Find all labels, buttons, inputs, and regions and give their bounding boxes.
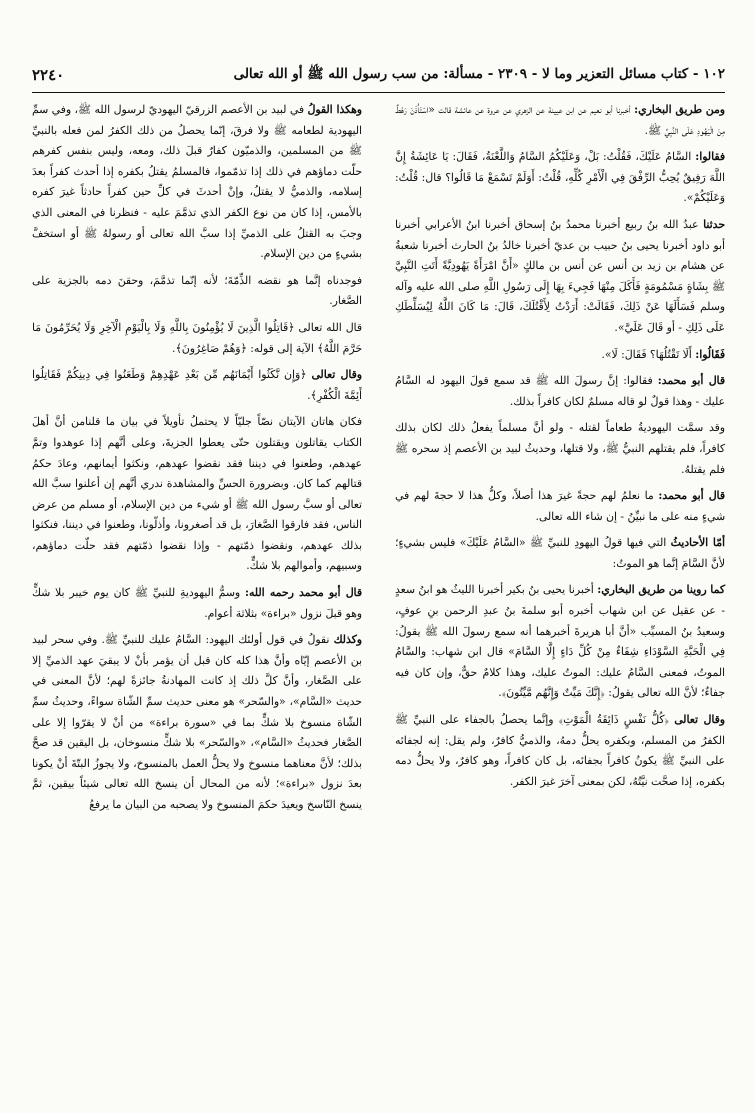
left-column [32,100,362,822]
running-title: ١٠٢ - كتاب مسائل التعزير وما لا - ٢٣٠٩ - مسألة: من سب رسول الله ﷺ أو الله تعالى [233,66,725,82]
paragraph: وقال تعالى ﴿وَإِن نَّكَثُوا أَيْمَانَهُم مِّن بَعْدِ عَهْدِهِمْ وَطَعَنُوا فِي دِينِكُمْ فَقَاتِلُوا أَئِمَّةَ الْكُفْرِ﴾. [32,368,362,402]
paragraph: وهكذا القولُ في لبيد بن الأعصم الزرقيّ اليهوديّ لرسول الله ﷺ، وفي سمِّ اليهودية لطعامه ﷺ ولا فرقَ، إنّما يحصلُ من ذلك الكفرُ لمن فعله بالنبيِّ ﷺ من المسلمين، والذميّون كفارٌ قبلَ ذلك، ومعه، وليس بنفس كفرهم حلّت دماؤهم في ذلك إذا تذمّموا، فالمسلمُ يقتلُ بكفره إذا أحدث كفراً بعدَ إسلامه، والذميُّ لا يقتلُ، وإنْ أحدثَ في كلِّ حين كفراً حادثاً غيرَ كفره بالأمس، إذا كان من نوع الكفر الذي تذمَّمَ عليه - فنظرنا في المعنى الذي وجبَ به القتلُ على الذميِّ إذا سبَّ الله تعالى أو رسولهُ ﷺ أو استخفَّ بشيءٍ من دين الإسلام. [32,103,362,261]
paragraph: فكان هاتان الآيتان نصّاً جليّاً لا يحتملُ تأويلاً في بيان ما قلنامن أنَّ أهلَ الكتاب يقاتلون ويقتلون حتّى يعطوا الجزيةَ، وعلى أنَّهم إذا عوهدوا وتمَّ عهدهم، وطعنوا في ديننا فقد نقضوا عهدهم، ونكثوا أيمانهم، وعادَ حكمُ قتالهم كما كان. وبضرورة الحسِّ والمشاهدة ندري أنَّهم إن أعلنوا سبَّ الله تعالى أو سبَّ رسول الله ﷺ أو شيء من دين الإسلام، أو مسلم من عرض الناس، فقد فارقوا الصَّغارَ، بل قد أصغرونا، وأذلّونا، وطعنوا في ديننا، فنكثوا بذلك عهدهم، ونقضوا ذمّتهم - وإذا نقضوا ذمّتهم فقد حلّت دماؤهم، وسبيهم، وأموالهم بلا شكٍّ. [32,415,362,573]
paragraph: أمّا الأحاديثُ التي فيها قولُ اليهودِ للنبيِّ ﷺ «السَّامُ عَلَيْكَ» فليس بشيءٍ؛ لأنَّ السَّامَ إنَّما هو الموتُ: [395,536,725,570]
paragraph: قال أبو محمد رحمه الله: وسمُّ اليهوديةِ للنبيِّ ﷺ كان يوم خيبر بلا شكٍّ وهو قبلَ نزول «براءة» بثلاثة أعوام. [32,586,363,620]
page-number: ٢٢٤٠ [32,66,65,84]
paragraph: قال أبو محمد: ما نعلمُ لهم حجةً غيرَ هذا أصلاً، وكلُّ هذا لا حجةَ لهم في شيءٍ منه على ما نبيِّنُ - إن شاء الله تعالى. [395,489,725,523]
page-header [32,60,725,90]
paragraph: وكذلك نقولُ في قول أولئك اليهود: السَّامُ عليك للنبيِّ ﷺ. وفي سحر لبيد بن الأعصم إيّاه وأنَّ هذا كله كان قبل أن يؤمر بأنْ لا يبقيَ عهد الذميِّ إلا على الصَّغار، وأنَّ كلَّ ذلك إذ كانت المهادنةُ جائزةً لهم؛ لأنَّ المعنى في حديث «السَّام»، «والسّحر» هو معنى حديث سمِّ الشّاة سواءً، وحديثُ سمِّ الشّاة منسوخ بلا شكٍّ بما في «سورة براءة» من أنْ لا يقرّوا إلا على الصَّغار فحديثُ «السَّام»، «والسّحر» بلا شكٍّ منسوخان، بل اليقين قد صحَّ بذلك؛ لأنَّ معناهما منسوخ ولا يحلُّ العمل بالمنسوخ، ولا يجوزُ البتّةَ أنْ يكونا بعدَ نزول «براءة»؛ لأنه من المحال أن ينسخ الله تعالى شيئاً بيقين، ثمَّ ينسخ النّاسخ ويعيدَ حكمَ المنسوخ ولا يصحبه من البيان ما يرفعُ [32,633,362,811]
paragraph: قال أبو محمد: فقالوا: إنَّ رسولَ الله ﷺ قد سمع قولَ اليهود له السَّامُ عليك - وهذا قولٌ لو قاله مسلمٌ لكان كافراً بذلك. [395,374,725,408]
paragraph: كما روينا من طريق البخاري: أخبرنا يحيى بنُ بكير أخبرنا الليثُ هو ابنُ سعدٍ - عن عقيل عن ابن شهاب أخبره أبو سلمةَ بنُ عبدِ الرحمن بنِ عوفٍ، وسعيدُ بنُ المسيِّب «أنَّ أبا هريرةَ أخبرهما أنه سمع رسولَ الله ﷺ يقولُ: فِي الْحَبَّةِ السَّوْدَاءِ شِفَاءٌ مِنْ كُلِّ دَاءٍ إِلَّا السَّامَ» قال ابن شهاب: والسَّامُ الموتُ، فمعنى السَّامُ عليك: الموتُ عليك، وهذا كلامٌ حقٌّ، وإن كان فيه جفاءٌ؛ لأنَّ الله تعالى يقولُ: ﴿إِنَّكَ مَيِّتٌ وَإِنَّهُم مَّيِّتُونَ﴾. [395,583,725,700]
right-column [395,100,725,798]
paragraph: فوجدناه إنَّما هو نقضه الذِّمّةَ؛ لأنه إنّما تذمَّمَ، وحقنَ دمه بالجزية على الصَّغار. [32,273,362,308]
paragraph: وقال تعالى ﴿كُلُّ نَفْسٍ ذَائِقَةُ الْمَوْتِ﴾ وإنَّما يحصلُ بالجفاء على النبيِّ ﷺ الكفرُ من المسلم، وبكفره يحلُّ دمهُ، والذميُّ كافرٌ، ولم يقل: إنه لجفائه على النبيِّ ﷺ يكونُ كافراً بجفائه، بل كان كافراً، وهو كافرٌ، ولا يحلُّ دمه بكفره، إذا صحَّت نيَّتُهُ، لكن بمعنى آخرَ غيرَ الكفر. [395,713,726,788]
paragraph: وقد سمَّت اليهوديةُ طعاماً لقتله - ولو أنَّ مسلماً يفعلُ ذلك لكان بذلك كافراً، فلم يقتلهم النبيُّ ﷺ، ولا قتلها، وحديثُ لبيد بن الأعصم إذ سحره ﷺ فلم يقتلهُ. [395,421,725,476]
paragraph: حدثنا عبدُ الله بنُ ربيع أخبرنا محمدُ بنُ إسحاق أخبرنا ابنُ الأعرابي أخبرنا أبو داود أخبرنا يحيى بنُ حبيب بن عديّ أخبرنا خالدُ بنُ الحارث أخبرنا شعبةُ عن هشام بن زيد بن أنس عن أنس بن مالكٍ «أَنَّ امْرَأَةً يَهُودِيَّةً أَتَتِ النَّبِيَّ ﷺ بِشَاةٍ مَسْمُومَةٍ فَأَكَلَ مِنْهَا فَجِيءَ بِهَا إِلَى رَسُولِ اللَّهِ صلى الله عليه وآله وسلم فَسَأَلَهَا عَنْ ذَلِكَ، فَقَالَتْ: أَرَدْتُ لِأَقْتُلَكَ، قَالَ: مَا كَانَ اللَّهُ لِيُسَلِّطَكِ عَلَى ذَلِكِ - أو قَالَ عَلَيَّ». [395,217,725,334]
paragraph: قال الله تعالى ﴿قَاتِلُوا الَّذِينَ لَا يُؤْمِنُونَ بِاللَّهِ وَلَا بِالْيَوْمِ الْآخِرِ وَلَا يُحَرِّمُونَ مَا حَرَّمَ اللَّهُ﴾ الآية إلى قوله: ﴿وَهُمْ صَاغِرُونَ﴾. [32,320,362,355]
header-rule [32,92,725,93]
paragraph: فقالوا: السَّامُ عَلَيْكَ، فَقُلْتُ: بَلْ، وَعَلَيْكُمُ السَّامُ وَاللَّعْنَةُ، فَقَالَ: يَا عَائِشَةُ إِنَّ اللَّهَ رَفِيقٌ يُحِبُّ الرِّفْقَ فِي الْأَمْرِ كُلِّهِ، قُلْتُ: أَوَلَمْ تَسْمَعْ مَا قَالُوا؟ قال: قُلْتُ: وَعَلَيْكُمْ». [395,150,725,205]
paragraph: ومن طريق البخاري: أخبرنا أبو نعيم عن ابن عيينة عن الزهري عن عروة عن عائشة قالت «اسْتَأْذَنَ رَهْطٌ مِنَ الْيَهُودِ عَلَى النَّبِيِّ ﷺ. [395,103,725,137]
paragraph: فَقَالُوا: أَلَا تَقْتُلُهَا؟ فَقَالَ: لَا». [601,347,725,361]
